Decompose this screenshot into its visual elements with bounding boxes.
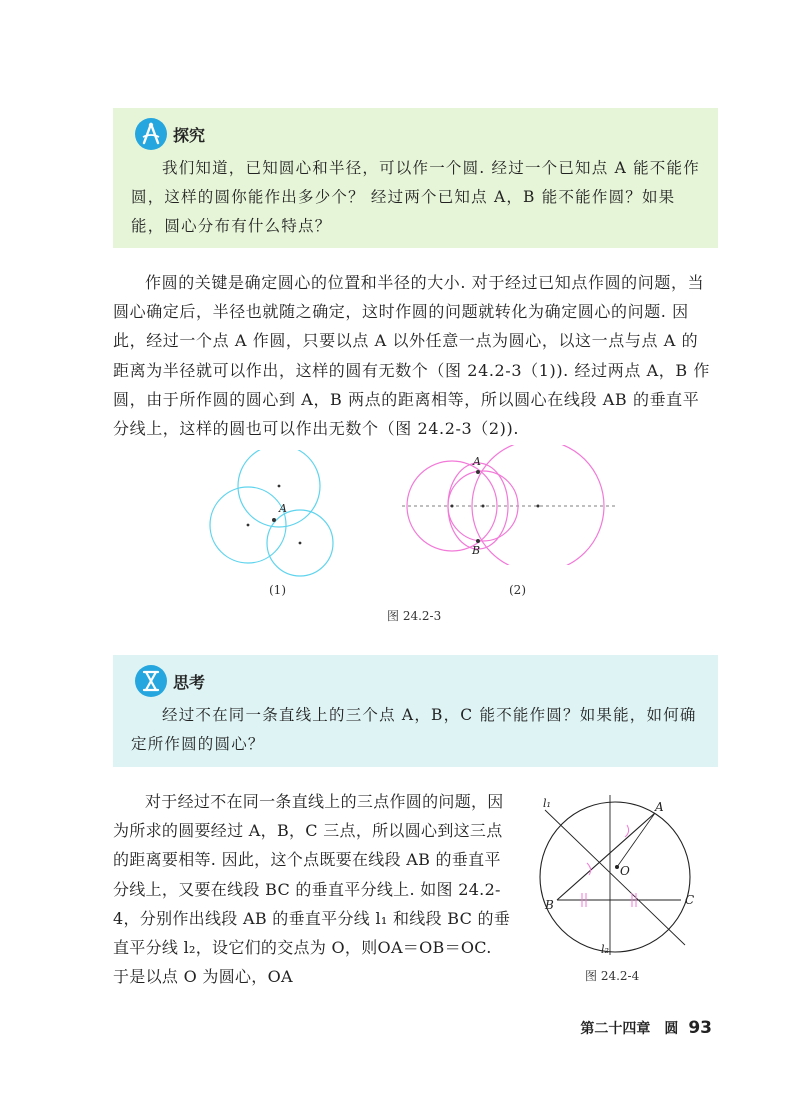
think-title: 思考 xyxy=(173,672,206,692)
figure-24-2-4-caption: 图 24.2-4 xyxy=(585,969,640,983)
figure-sub1-label: (1) xyxy=(269,583,286,597)
think-text: 经过不在同一条直线上的三个点 A，B，C 能不能作圆？如果能，如何确定所作圆的圆心？ xyxy=(131,706,697,753)
page-number: 93 xyxy=(688,1018,712,1038)
fig2-label-B: B xyxy=(472,544,481,557)
label-C: C xyxy=(685,893,695,907)
hourglass-icon xyxy=(135,665,167,697)
paragraph-1: 作圆的关键是确定圆心的位置和半径的大小. 对于经过已知点作圆的问题，当圆心确定后，半径也就随之确定，这时作圆的问题就转化为确定圆心的问题. 因此，经过一个点 A 作圆，只要以点 A 以外任意一点为圆心，以这一点与点 A 的距离为半径就可以作出，这样的圆有无数个（图 24.2-3（1)). 经过两点 A，B 作圆，由于所作圆的圆心到 A，B 两点的距离相等，所以圆心在线段 AB 的垂直平分线上，这样的圆也可以作出无数个（图 24.2-3（2)). xyxy=(113,273,711,439)
explore-title: 探究 xyxy=(173,125,206,145)
figure-sub2-label: (2) xyxy=(509,583,526,597)
cyan-circle-top xyxy=(238,450,320,527)
figure-24-2-3-caption: 图 24.2-3 xyxy=(387,609,442,623)
figure-24-2-3-part1 xyxy=(205,450,355,600)
page-footer xyxy=(580,1018,712,1038)
label-l1: l₁ xyxy=(543,797,551,810)
explore-box xyxy=(113,108,718,248)
fig1-label-A: A xyxy=(279,502,287,515)
think-box xyxy=(113,655,718,767)
explore-header xyxy=(129,118,704,150)
compass-icon xyxy=(135,118,167,150)
paragraph-2: 对于经过不在同一条直线上的三点作圆的问题，因为所求的圆要经过 A，B，C 三点，所以圆心到这三点的距离要相等. 因此，这个点既要在线段 AB 的垂直平分线上，又要在线段 BC 的垂直平分线上. 如图 24.2-4，分别作出线段 AB 的垂直平分线 l₁ 和线段 BC 的垂直平分线 l₂，设它们的交点为 O，则OA＝OB＝OC. 于是以点 O 为圆心，OA xyxy=(113,792,511,987)
chapter-title: 第二十四章 圆 xyxy=(580,1021,679,1037)
explore-text: 我们知道，已知圆心和半径，可以作一个圆. 经过一个已知点 A 能不能作圆，这样的圆你能作出多少个？ 经过两个已知点 A，B 能不能作圆？如果能，圆心分布有什么特点？ xyxy=(131,159,700,235)
label-B: B xyxy=(545,898,554,912)
figure-24-2-4 xyxy=(535,795,705,965)
figure-24-2-3-part2 xyxy=(400,445,620,565)
think-header xyxy=(129,665,704,697)
label-O: O xyxy=(620,864,630,878)
label-l2: l₂ xyxy=(601,943,609,956)
label-A: A xyxy=(655,800,664,814)
fig2-label-A: A xyxy=(473,455,481,468)
